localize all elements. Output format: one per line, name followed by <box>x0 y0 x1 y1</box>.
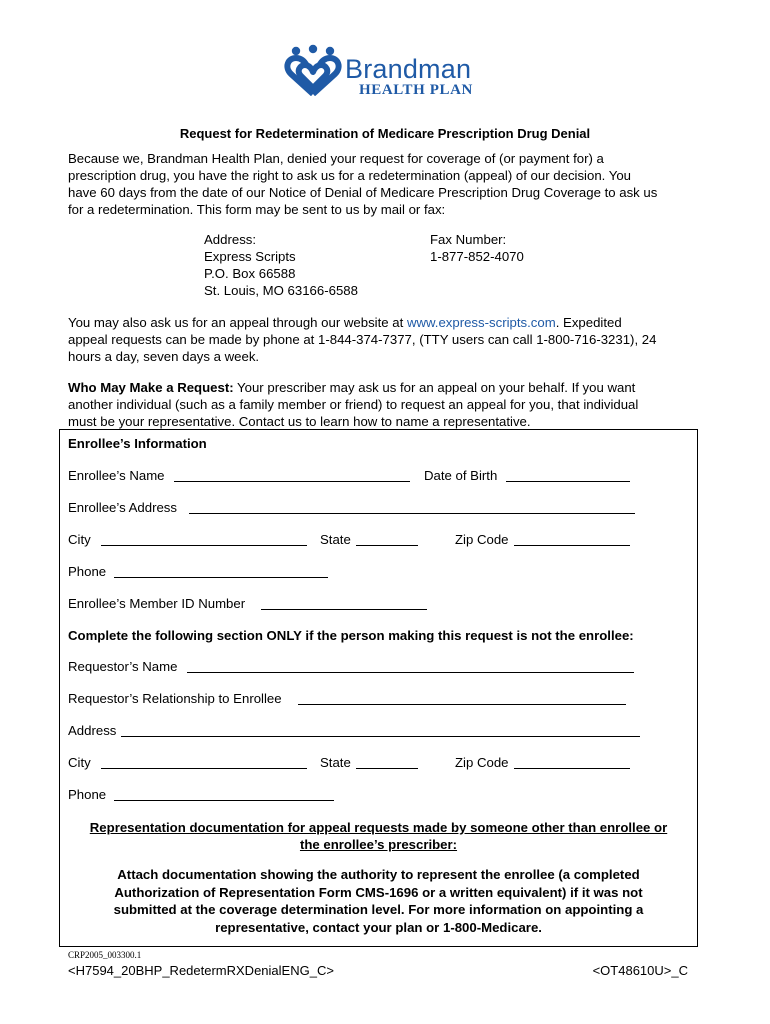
website-link[interactable]: www.express-scripts.com <box>406 315 556 330</box>
phone-label: Phone <box>68 564 107 579</box>
who-text: Your prescriber may ask us for an appeal on your behalf. If you want <box>233 380 636 395</box>
enrollee-address-field[interactable] <box>189 513 635 514</box>
requestor-state-field[interactable] <box>356 768 418 769</box>
enrollee-name-label: Enrollee’s Name <box>68 468 165 483</box>
footer-right-code: <OT48610U>_C <box>592 963 688 978</box>
requestor-address-field[interactable] <box>121 736 640 737</box>
intro-line: prescription drug, you have the right to ask us for a redetermination (appeal) of our decision. You <box>68 168 631 183</box>
form-code-small: CRP2005_003300.1 <box>68 950 142 960</box>
website-paragraph <box>68 314 708 365</box>
attach-line: Attach documentation showing the authority to represent the enrollee (a completed <box>117 867 640 882</box>
requestor-phone-field[interactable] <box>114 800 334 801</box>
representation-heading-line: Representation documentation for appeal requests made by someone other than enrollee or <box>89 820 668 835</box>
member-id-label: Enrollee’s Member ID Number <box>68 596 246 611</box>
representation-heading <box>59 819 698 853</box>
zip-code-label: Zip Code <box>455 532 509 547</box>
website-line: hours a day, seven days a week. <box>68 349 260 364</box>
who-heading: Who May Make a Request: <box>68 380 234 395</box>
requestor-city-label: City <box>68 755 91 770</box>
intro-line: Because we, Brandman Health Plan, denied your request for coverage of (or payment for) a <box>68 151 604 166</box>
requestor-zip-label: Zip Code <box>455 755 509 770</box>
intro-line: have 60 days from the date of our Notice of Denial of Medicare Prescription Drug Coverage to ask us <box>68 185 658 200</box>
enrollee-address-label: Enrollee’s Address <box>68 500 177 515</box>
enrollee-name-field[interactable] <box>174 481 410 482</box>
logo-brand-subtitle: HEALTH PLAN <box>359 82 473 98</box>
requestor-state-label: State <box>320 755 351 770</box>
city-field[interactable] <box>101 545 307 546</box>
zip-code-field[interactable] <box>514 545 630 546</box>
requestor-name-field[interactable] <box>187 672 634 673</box>
requestor-section-note: Complete the following section ONLY if the person making this request is not the enrollee: <box>68 628 634 643</box>
attach-line: representative, contact your plan or 1-800-Medicare. <box>215 919 542 935</box>
who-line: must be your representative. Contact us to learn how to name a representative. <box>68 414 531 429</box>
intro-line: for a redetermination. This form may be sent to us by mail or fax: <box>68 202 446 217</box>
state-field[interactable] <box>356 545 418 546</box>
requestor-phone-label: Phone <box>68 787 107 802</box>
enrollee-info-heading: Enrollee’s Information <box>68 436 207 451</box>
address-label: Address: <box>204 232 257 247</box>
relationship-label: Requestor’s Relationship to Enrollee <box>68 691 282 706</box>
requestor-city-field[interactable] <box>101 768 307 769</box>
address-line: St. Louis, MO 63166-6588 <box>204 283 358 298</box>
website-line: appeal requests can be made by phone at 1-844-374-7377, (TTY users can call 1-800-716-3231), 24 <box>68 332 657 347</box>
requestor-name-label: Requestor’s Name <box>68 659 178 674</box>
representation-heading-line: the enrollee’s prescriber: <box>299 837 458 852</box>
requestor-address-label: Address <box>68 723 117 738</box>
page-title: Request for Redetermination of Medicare Prescription Drug Denial <box>179 126 591 141</box>
attach-line: submitted at the coverage determination level. For more information on appointing a <box>113 902 644 917</box>
phone-field[interactable] <box>114 577 328 578</box>
attach-documentation-note <box>59 866 698 936</box>
address-line: P.O. Box 66588 <box>204 266 296 281</box>
requestor-zip-field[interactable] <box>514 768 630 769</box>
logo-brand-name: Brandman <box>345 54 472 84</box>
state-label: State <box>320 532 351 547</box>
address-line: Express Scripts <box>204 249 296 264</box>
fax-info <box>430 231 524 265</box>
date-of-birth-field[interactable] <box>506 481 630 482</box>
website-text: . Expedited <box>555 315 622 330</box>
attach-line: Authorization of Representation Form CMS-1696 or a written equivalent) if it was not <box>114 884 643 900</box>
footer-left-code: <H7594_20BHP_RedetermRXDenialENG_C> <box>68 963 334 978</box>
who-may-request-paragraph <box>68 379 708 430</box>
date-of-birth-label: Date of Birth <box>424 468 498 483</box>
fax-number: 1-877-852-4070 <box>430 249 524 264</box>
mailing-address <box>204 231 358 299</box>
city-label: City <box>68 532 91 547</box>
relationship-field[interactable] <box>298 704 626 705</box>
who-line: another individual (such as a family member or friend) to request an appeal for you, that individual <box>68 397 639 412</box>
fax-label: Fax Number: <box>430 232 507 247</box>
website-text: You may also ask us for an appeal through our website at <box>68 315 407 330</box>
intro-paragraph <box>68 150 708 218</box>
member-id-field[interactable] <box>261 609 427 610</box>
